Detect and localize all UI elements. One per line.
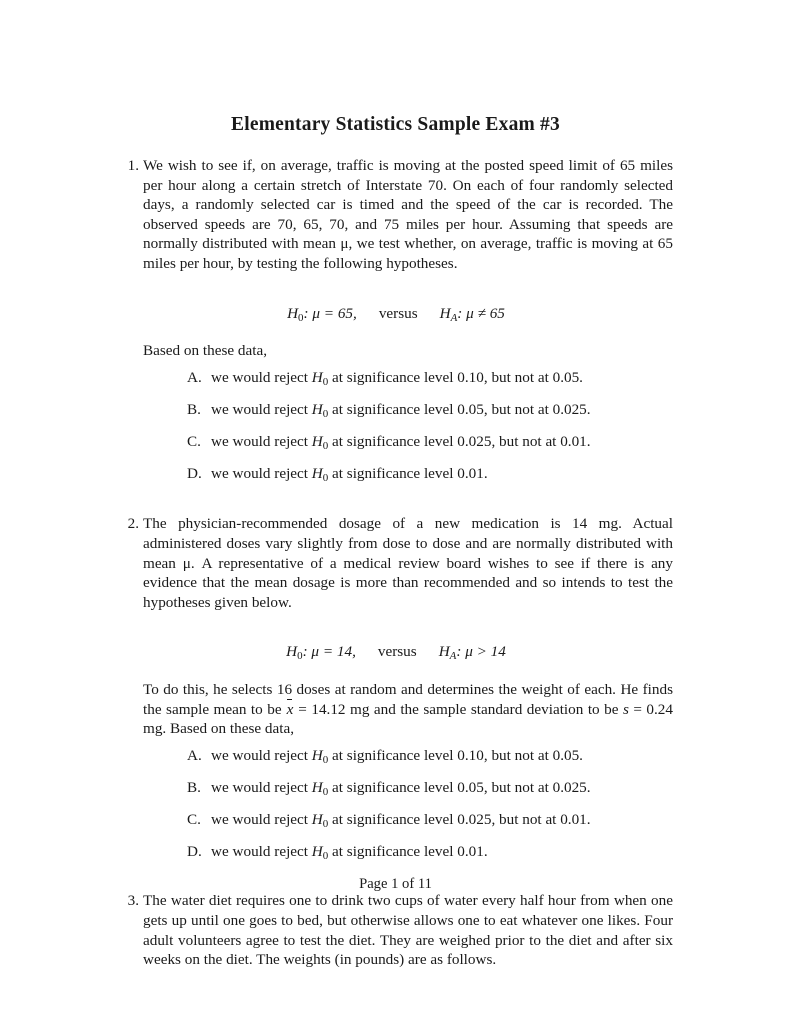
problem-3-text: The water diet requires one to drink two cups of water every half hour from when one gets up until one goes to bed, but otherwise allows one to eat whatever one likes. Four adult volunteers agree to test the diet. They are weighed prior to the diet and after six weeks on the diet. The weights (in pounds) are as follows. — [143, 892, 673, 969]
choice-b-text: we would reject $H_0$ at significance level 0.05, but not at 0.025. — [211, 400, 591, 421]
null-hypothesis-expression: : μ = 14, — [302, 643, 356, 661]
null-hypothesis-expression: : μ = 65, — [303, 304, 357, 322]
choice-b[interactable] — [119, 778, 673, 803]
choice-a-text: we would reject $H_0$ at significance level 0.10, but not at 0.05. — [211, 746, 583, 766]
problem-3 — [119, 891, 673, 969]
problem-1 — [119, 156, 673, 274]
choice-d[interactable] — [119, 842, 673, 867]
sample-sd-symbol: s — [622, 700, 629, 718]
choice-c-label: C. — [187, 811, 201, 829]
versus-label: versus — [377, 643, 417, 661]
alt-hypothesis-symbol: H — [439, 304, 451, 322]
versus-label: versus — [378, 304, 418, 322]
choice-c[interactable] — [119, 432, 673, 457]
problem-1-hypotheses — [119, 304, 673, 329]
choice-a-label: A. — [187, 368, 202, 386]
choice-c-label: C. — [187, 433, 201, 451]
choice-d-text: we would reject $H_0$ at significance level 0.01. — [211, 843, 488, 863]
null-hypothesis-subscript: 0 — [297, 650, 303, 663]
choice-c-text: we would reject $H_0$ at significance level 0.025, but not at 0.01. — [211, 433, 591, 453]
choice-b-label: B. — [187, 779, 201, 796]
choice-b[interactable] — [119, 400, 673, 425]
null-hypothesis-symbol: H — [287, 304, 299, 322]
problem-2 — [119, 514, 673, 612]
choice-a[interactable] — [119, 746, 673, 771]
problem-3-number: 3. — [127, 892, 139, 910]
alt-hypothesis-subscript: A — [450, 311, 458, 324]
choice-a[interactable] — [119, 368, 673, 393]
alt-hypothesis-expression: : μ > 14 — [456, 643, 506, 661]
choice-c-text: we would reject $H_0$ at significance level 0.025, but not at 0.01. — [211, 811, 591, 831]
page-title: Elementary Statistics Sample Exam #3 — [231, 114, 560, 135]
problem-2-choices — [119, 746, 673, 867]
problem-1-choices — [119, 368, 673, 489]
choice-b-label: B. — [187, 400, 201, 418]
problem-2-number: 2. — [127, 515, 139, 533]
choice-d-label: D. — [187, 465, 202, 483]
problem-1-text: We wish to see if, on average, traffic is moving at the posted speed limit of 65 miles per hour along a certain stretch of Interstate 70. On each of four randomly selected days, a randomly selected car is timed and the speed of the car is recorded. The observed speeds are 70, 65, 70, and 75 miles per hour. Assuming that speeds are normally distributed with mean μ, we test whether, on average, traffic is moving at 65 miles per hour, by testing the following hypotheses. — [143, 157, 673, 272]
problem-1-lead-in: Based on these data, — [143, 342, 267, 360]
choice-d-text: we would reject $H_0$ at significance level 0.01. — [211, 465, 488, 485]
choice-d-label: D. — [187, 843, 202, 861]
choice-a-text: we would reject $H_0$ at significance level 0.10, but not at 0.05. — [211, 368, 583, 388]
choice-b-text: we would reject $H_0$ at significance level 0.05, but not at 0.025. — [211, 779, 591, 799]
problem-2-hypotheses — [119, 642, 673, 667]
null-hypothesis-subscript: 0 — [298, 311, 304, 324]
alt-hypothesis-symbol: H — [438, 643, 450, 661]
alt-hypothesis-subscript: A — [449, 650, 457, 663]
page-footer: Page 1 of 11 — [359, 876, 432, 892]
problem-1-number: 1. — [127, 157, 139, 174]
choice-c[interactable] — [119, 810, 673, 835]
document-body — [119, 156, 673, 970]
choice-d[interactable] — [119, 464, 673, 489]
null-hypothesis-symbol: H — [286, 643, 298, 661]
alt-hypothesis-expression: : μ ≠ 65 — [457, 304, 505, 322]
sample-mean-symbol: x — [286, 700, 294, 718]
problem-2-text: The physician-recommended dosage of a new medication is 14 mg. Actual administered doses vary slightly from dose to dose and are normally distributed with mean μ. A representative of a medical review board wishes to see if there is any evidence that the mean dosage is more than recommended and so intends to test the hypotheses given below. — [143, 515, 673, 611]
problem-2-lead-in: To do this, he selects 16 doses at random and determines the weight of each. He finds the sample mean to be x = 14.12 mg and the sample standard deviation to be s = 0.24 mg. Based on these data, — [143, 681, 673, 738]
choice-a-label: A. — [187, 746, 202, 764]
